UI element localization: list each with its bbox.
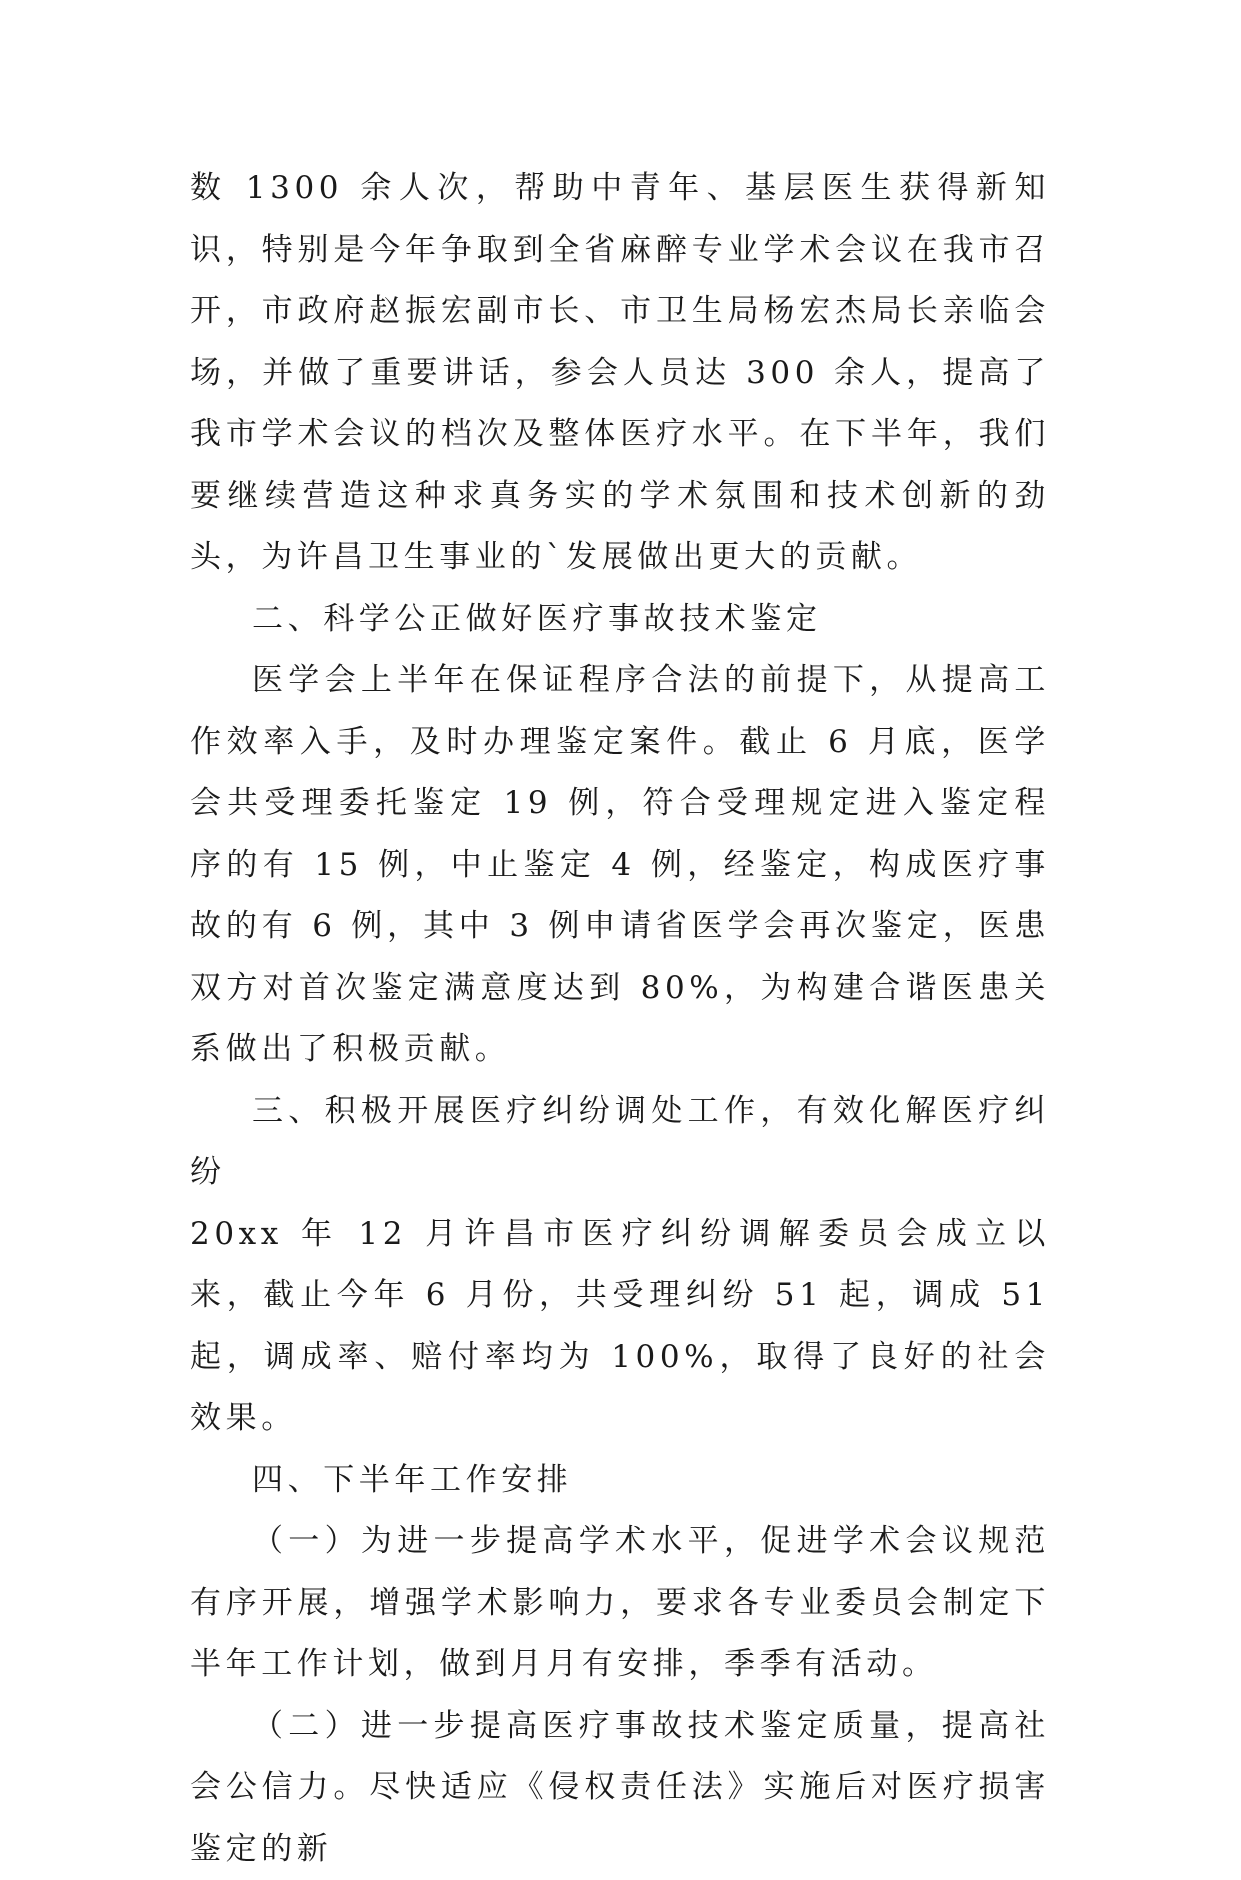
document-body — [190, 158, 1050, 1880]
paragraph-plan-item-2: （二）进一步提高医疗事故技术鉴定质量，提高社会公信力。尽快适应《侵权责任法》实施后对医疗损害鉴定的新 — [190, 1696, 1050, 1880]
paragraph-medical-appraisal: 医学会上半年在保证程序合法的前提下，从提高工作效率入手，及时办理鉴定案件。截止 6 月底，医学会共受理委托鉴定 19 例，符合受理规定进入鉴定程序的有 15 例，中止鉴定 4 例，经鉴定，构成医疗事故的有 6 例，其中 3 例申请省医学会再次鉴定，医患双方对首次鉴定满意度达到 80%，为构建合谐医患关系做出了积极贡献。 — [190, 650, 1050, 1081]
paragraph-plan-item-1: （一）为进一步提高学术水平，促进学术会议规范有序开展，增强学术影响力，要求各专业委员会制定下半年工作计划，做到月月有安排，季季有活动。 — [190, 1511, 1050, 1696]
section-heading-2: 二、科学公正做好医疗事故技术鉴定 — [190, 589, 1050, 651]
paragraph-academic-activities: 数 1300 余人次，帮助中青年、基层医生获得新知识，特别是今年争取到全省麻醉专业学术会议在我市召开，市政府赵振宏副市长、市卫生局杨宏杰局长亲临会场，并做了重要讲话，参会人员达 300 余人，提高了我市学术会议的档次及整体医疗水平。在下半年，我们要继续营造这种求真务实的学术氛围和技术创新的劲头，为许昌卫生事业的`发展做出更大的贡献。 — [190, 158, 1050, 589]
section-heading-3: 三、积极开展医疗纠纷调处工作，有效化解医疗纠纷 — [190, 1081, 1050, 1204]
paragraph-dispute-mediation: 20xx 年 12 月许昌市医疗纠纷调解委员会成立以来，截止今年 6 月份，共受理纠纷 51 起，调成 51 起，调成率、赔付率均为 100%，取得了良好的社会效果。 — [190, 1204, 1050, 1450]
section-heading-4: 四、下半年工作安排 — [190, 1450, 1050, 1512]
